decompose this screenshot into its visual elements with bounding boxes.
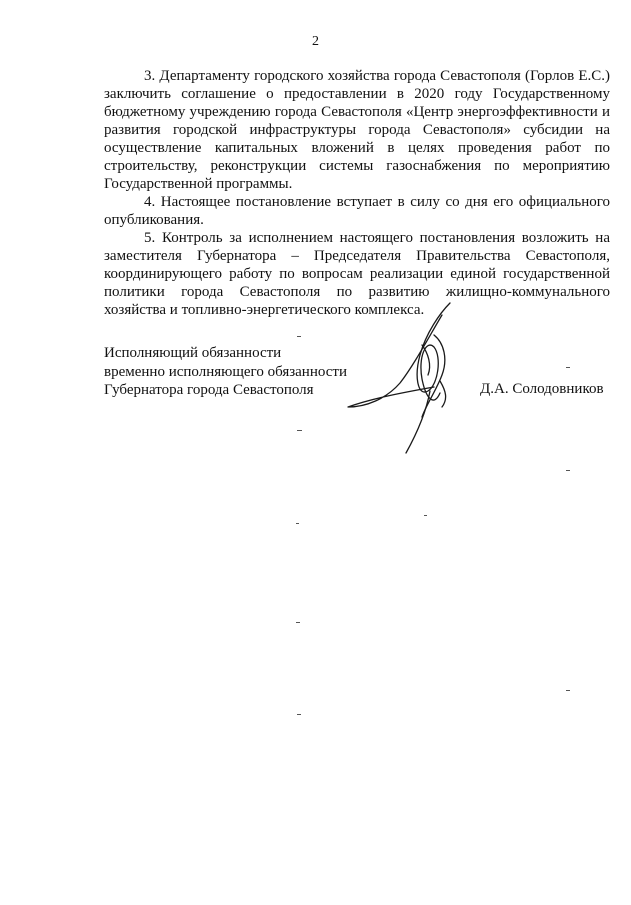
- signatory-position: [104, 344, 347, 400]
- position-line: Губернатора города Севастополя: [104, 382, 314, 398]
- position-line: временно исполняющего обязанности: [104, 363, 347, 380]
- paragraph-5: 5. Контроль за исполнением настоящего постановления возложить на заместителя Губернатора – Председателя Правительства Севастополя, координирующего работу по вопросам реализации единой государственной политики города Севастополя по развитию жилищно-коммунального хозяйства и топливно-энергетического комплекса.: [104, 230, 610, 318]
- scan-speck: [424, 515, 427, 516]
- position-line: Исполняющий обязанности: [104, 345, 282, 361]
- scan-speck: [297, 714, 301, 715]
- scan-speck: [296, 622, 300, 623]
- signatory-name: Д.А. Солодовников: [480, 381, 604, 397]
- paragraph-3: 3. Департаменту городского хозяйства города Севастополя (Горлов Е.С.) заключить соглашение о предоставлении в 2020 году Государственному бюджетному учреждению города Севастополя «Центр энергоэффективности и развития городской инфраструктуры города Севастополя» субсидии на осуществление капитальных вложений в целях проведения работ по строительству, реконструкции системы газоснабжения по мероприятию Государственной программы.: [104, 68, 610, 192]
- scan-speck: [297, 430, 302, 431]
- page-number: 2: [312, 34, 319, 49]
- scan-speck: [566, 367, 570, 368]
- scan-speck: [566, 690, 570, 691]
- paragraph-4: 4. Настоящее постановление вступает в силу со дня его официального опубликования.: [104, 194, 610, 228]
- handwritten-signature: [330, 295, 480, 460]
- scan-speck: [566, 470, 570, 471]
- scan-speck: [297, 336, 301, 337]
- scan-speck: [296, 523, 299, 524]
- document-body: [104, 67, 610, 319]
